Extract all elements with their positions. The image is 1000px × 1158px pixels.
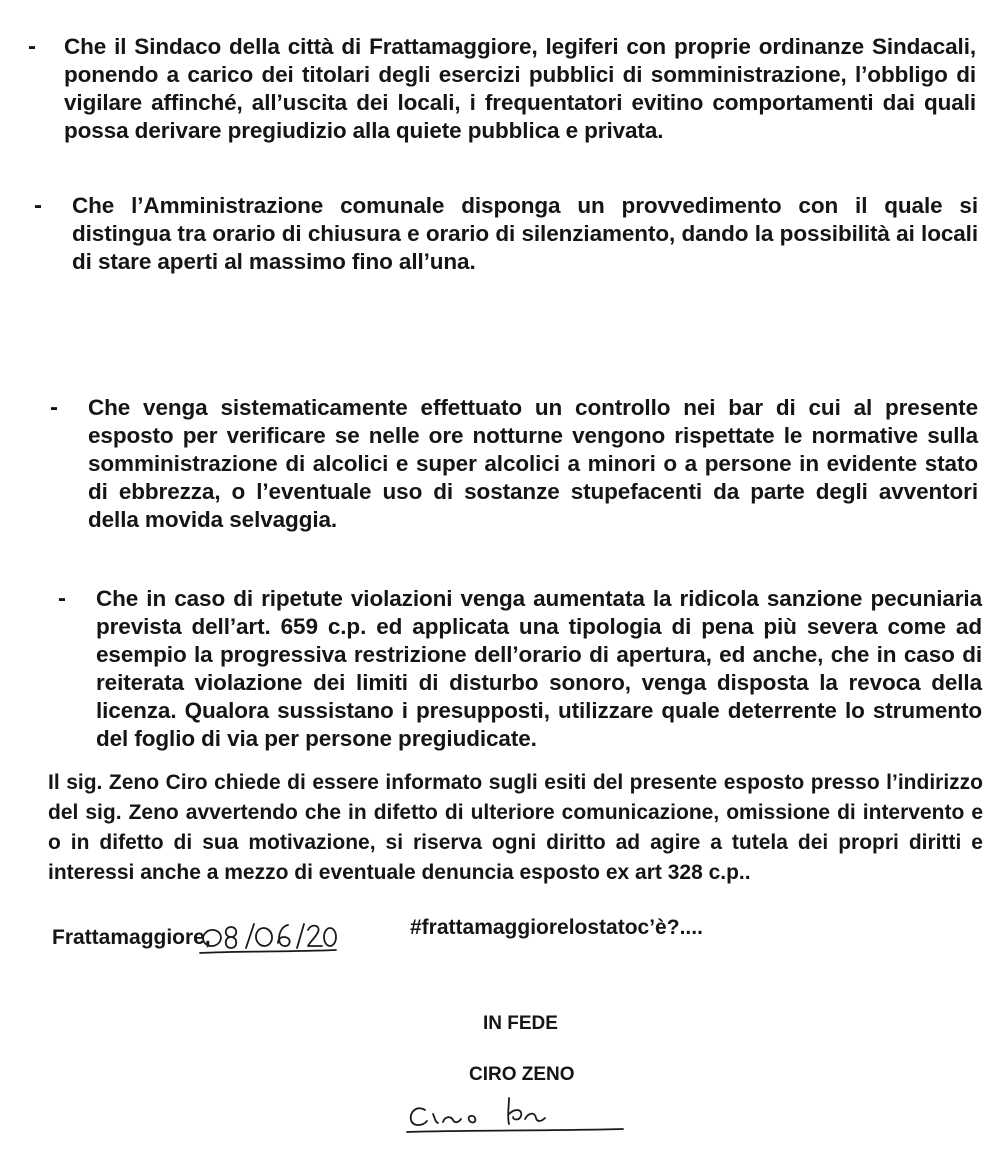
request-item-2 [72,192,978,276]
signer-name: CIRO ZENO [469,1064,575,1085]
closing-paragraph: Il sig. Zeno Ciro chiede di essere informato sugli esiti del presente esposto presso l’indirizzo del sig. Zeno avvertendo che in difetto di ulteriore comunicazione, omissione di intervento e o in difetto di sua motivazione, si riserva ogni diritto ad agire a tutela dei propri diritti e interessi anche a mezzo di eventuale denuncia esposto ex art 328 c.p.. [48,771,983,884]
hashtag-text: #frattamaggiorelostatoc’è?.... [410,916,703,939]
place-label: Frattamaggiore, [52,926,211,949]
request-item-3 [88,394,978,534]
request-item-text: Che in caso di ripetute violazioni venga aumentata la ridicola sanzione pecuniaria prevista dell’art. 659 c.p. ed applicata una tipologia di pena più severa come ad esempio la progressiva restrizione dell’orario di apertura, ed anche, che in caso di reiterata violazione dei limiti di disturbo sonoro, venga disposta la revoca della licenza. Qualora sussistano i presupposti, utilizzare quale deterrente lo strumento del foglio di via per persone pregiudicate. [96,586,982,751]
bullet-dash: - [34,192,42,219]
handwritten-date [198,918,338,958]
request-item-text: Che venga sistematicamente effettuato un controllo nei bar di cui al presente esposto per verificare se nelle ore notturne vengono rispettate le normative sulla somministrazione di alcolici e super alcolici a minori o a persone in evidente stato di ebbrezza, o l’eventuale uso di sostanze stupefacenti da parte degli avventori della movida selvaggia. [88,395,978,532]
in-fede-label: IN FEDE [483,1013,558,1034]
bullet-dash: - [28,33,36,60]
bullet-dash: - [58,585,66,612]
request-item-1 [64,33,976,145]
bullet-dash: - [50,394,58,421]
handwritten-signature [405,1092,625,1138]
request-item-text: Che il Sindaco della città di Frattamaggiore, legiferi con proprie ordinanze Sindacali, ponendo a carico dei titolari degli esercizi pubblici di somministrazione, l’obbligo di vigilare affinché, all’uscita dei locali, i frequentatori evitino comportamenti dai quali possa derivare pregiudizio alla quiete pubblica e privata. [64,34,976,143]
request-item-text: Che l’Amministrazione comunale disponga un provvedimento con il quale si distingua tra orario di chiusura e orario di silenziamento, dando la possibilità ai locali di stare aperti al massimo fino all’una. [72,193,978,274]
request-item-4 [96,585,982,753]
